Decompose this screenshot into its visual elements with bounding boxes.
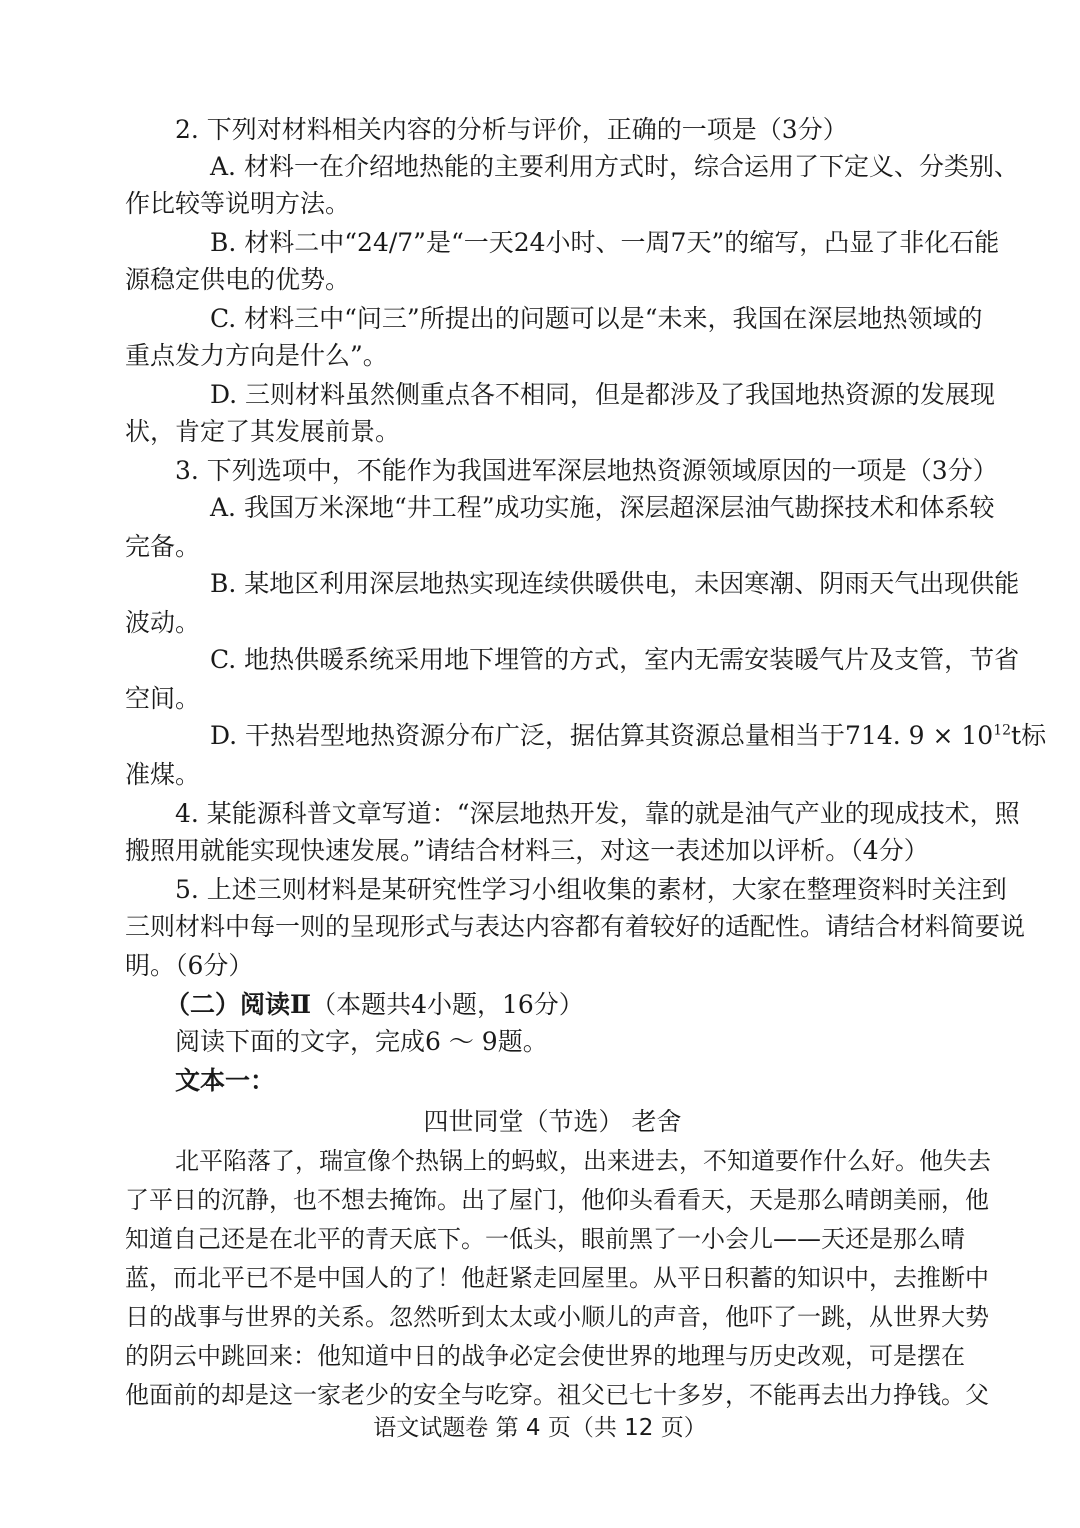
q3-option-d-line1 [210, 718, 1047, 754]
section2-instruction: 阅读下面的文字，完成6 ～ 9题。 [175, 1027, 548, 1056]
q2-option-b-line2: 源稳定供电的优势。 [125, 265, 351, 294]
q4-line2: 搬照用就能实现快速发展。”请结合材料三，对这一表述加以评析。（4分） [125, 836, 929, 865]
story-line: 北平陷落了，瑞宣像个热锅上的蚂蚁，出来进去，不知道要作什么好。他失去 [175, 1147, 991, 1175]
q2-option-a-line1: A. 材料一在介绍地热能的主要利用方式时，综合运用了下定义、分类别、 [210, 152, 1019, 181]
q2-option-a-line2: 作比较等说明方法。 [125, 189, 351, 218]
page-footer: 语文试题卷 第 4 页（共 12 页） [373, 1415, 707, 1441]
q5-line3: 明。（6分） [125, 951, 254, 980]
section2-heading [165, 987, 980, 1023]
section2-heading-label: （二）阅读Ⅱ [165, 990, 312, 1019]
q3-option-a-line2: 完备。 [125, 532, 201, 561]
q2-option-c-line2: 重点发力方向是什么”。 [125, 341, 388, 370]
story-line: 的阴云中跳回来：他知道中日的战争必定会使世界的地理与历史改观，可是摆在 [125, 1342, 965, 1370]
story-line: 他面前的却是这一家老少的安全与吃穿。祖父已七十多岁，不能再去出力挣钱。父 [125, 1381, 989, 1409]
q3-option-d-unit: t标 [1011, 721, 1047, 750]
q3-option-d-line2: 准煤。 [125, 760, 201, 789]
q2-option-b-line1: B. 材料二中“24/7”是“一天24小时、一周7天”的缩写，凸显了非化石能 [210, 228, 1000, 257]
section2-heading-info: （本题共4小题，16分） [311, 990, 584, 1019]
story-line: 日的战事与世界的关系。忽然听到太太或小顺儿的声音，他吓了一跳，从世界大势 [125, 1303, 989, 1331]
q3-option-b-line1: B. 某地区利用深层地热实现连续供暖供电，未因寒潮、阴雨天气出现供能 [210, 569, 1020, 598]
q4-line1: 4. 某能源科普文章写道：“深层地热开发，靠的就是油气产业的现成技术，照 [175, 799, 1020, 828]
story-title: 四世同堂（节选） 老舍 [423, 1107, 682, 1136]
q2-option-d-line1: D. 三则材料虽然侧重点各不相同，但是都涉及了我国地热资源的发展现 [210, 380, 996, 409]
q5-line1: 5. 上述三则材料是某研究性学习小组收集的素材，大家在整理资料时关注到 [175, 875, 1007, 904]
q2-stem: 2. 下列对材料相关内容的分析与评价，正确的一项是（3分） [175, 115, 848, 144]
q3-option-a-line1: A. 我国万米深地“井工程”成功实施，深层超深层油气勘探技术和体系较 [210, 493, 995, 522]
q2-option-d-line2: 状，肯定了其发展前景。 [125, 417, 401, 446]
story-line: 蓝，而北平已不是中国人的了！他赶紧走回屋里。从平日积蓄的知识中，去推断中 [125, 1264, 989, 1292]
q3-option-b-line2: 波动。 [125, 608, 201, 637]
text-one-label: 文本一： [175, 1066, 276, 1095]
q3-option-c-line1: C. 地热供暖系统采用地下埋管的方式，室内无需安装暖气片及支管，节省 [210, 645, 1020, 674]
q3-option-c-line2: 空间。 [125, 684, 201, 713]
q3-stem: 3. 下列选项中，不能作为我国进军深层地热资源领域原因的一项是（3分） [175, 456, 998, 485]
q5-line2: 三则材料中每一则的呈现形式与表达内容都有着较好的适配性。请结合材料简要说 [125, 912, 1026, 941]
q3-option-d-exponent: 12 [993, 722, 1012, 739]
story-line: 知道自己还是在北平的青天底下。一低头，眼前黑了一小会儿——天还是那么晴 [125, 1225, 965, 1253]
story-line: 了平日的沉静，也不想去掩饰。出了屋门，他仰头看看天，天是那么晴朗美丽，他 [125, 1186, 989, 1214]
q2-option-c-line1: C. 材料三中“问三”所提出的问题可以是“未来，我国在深层地热领域的 [210, 304, 983, 333]
q3-option-d-text: D. 干热岩型地热资源分布广泛，据估算其资源总量相当于714. 9 × 10 [210, 721, 994, 750]
